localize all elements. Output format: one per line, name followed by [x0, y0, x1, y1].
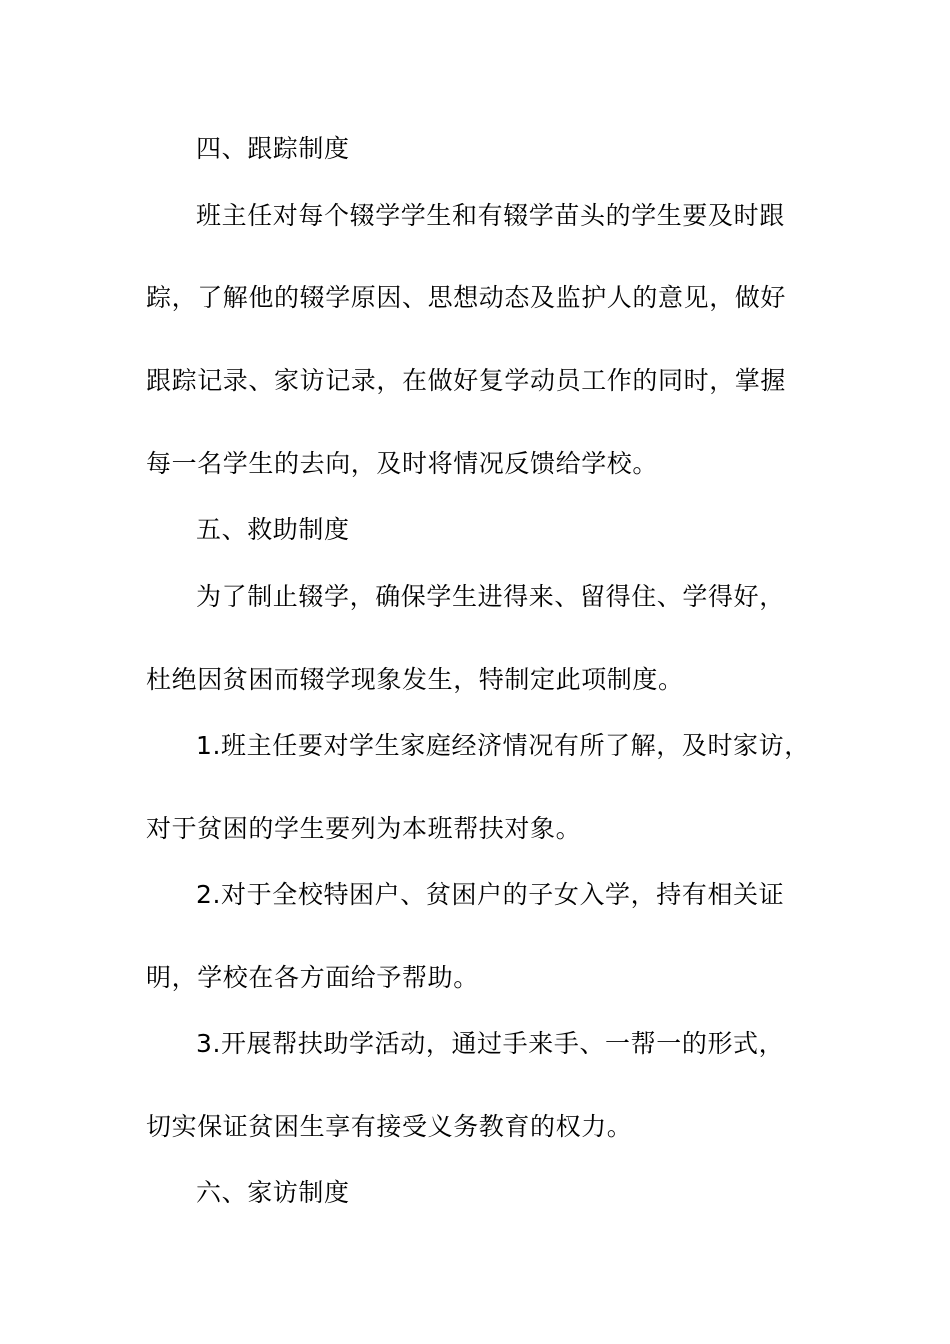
paragraph-line: 切实保证贫困生享有接受义务教育的权力。 [146, 1112, 633, 1141]
list-item-1: 1.班主任要对学生家庭经济情况有所了解，及时家访， [196, 731, 810, 760]
list-item-2: 2.对于全校特困户、贫困户的子女入学，持有相关证 [196, 880, 785, 909]
list-item-3: 3.开展帮扶助学活动，通过手来手、一帮一的形式， [196, 1029, 785, 1058]
paragraph-line: 班主任对每个辍学学生和有辍学苗头的学生要及时跟 [196, 201, 785, 230]
section-heading-home-visit: 六、家访制度 [196, 1178, 350, 1207]
section-heading-tracking: 四、跟踪制度 [196, 134, 350, 163]
paragraph-line: 对于贫困的学生要列为本班帮扶对象。 [146, 814, 582, 843]
paragraph-line: 踪，了解他的辍学原因、思想动态及监护人的意见，做好 [146, 283, 787, 312]
paragraph-line: 明，学校在各方面给予帮助。 [146, 963, 479, 992]
paragraph-line: 跟踪记录、家访记录，在做好复学动员工作的同时，掌握 [146, 366, 787, 395]
paragraph-line: 杜绝因贫困而辍学现象发生，特制定此项制度。 [146, 665, 684, 694]
paragraph-line: 每一名学生的去向，及时将情况反馈给学校。 [146, 449, 659, 478]
paragraph-line: 为了制止辍学，确保学生进得来、留得住、学得好， [196, 582, 785, 611]
section-heading-aid: 五、救助制度 [196, 515, 350, 544]
